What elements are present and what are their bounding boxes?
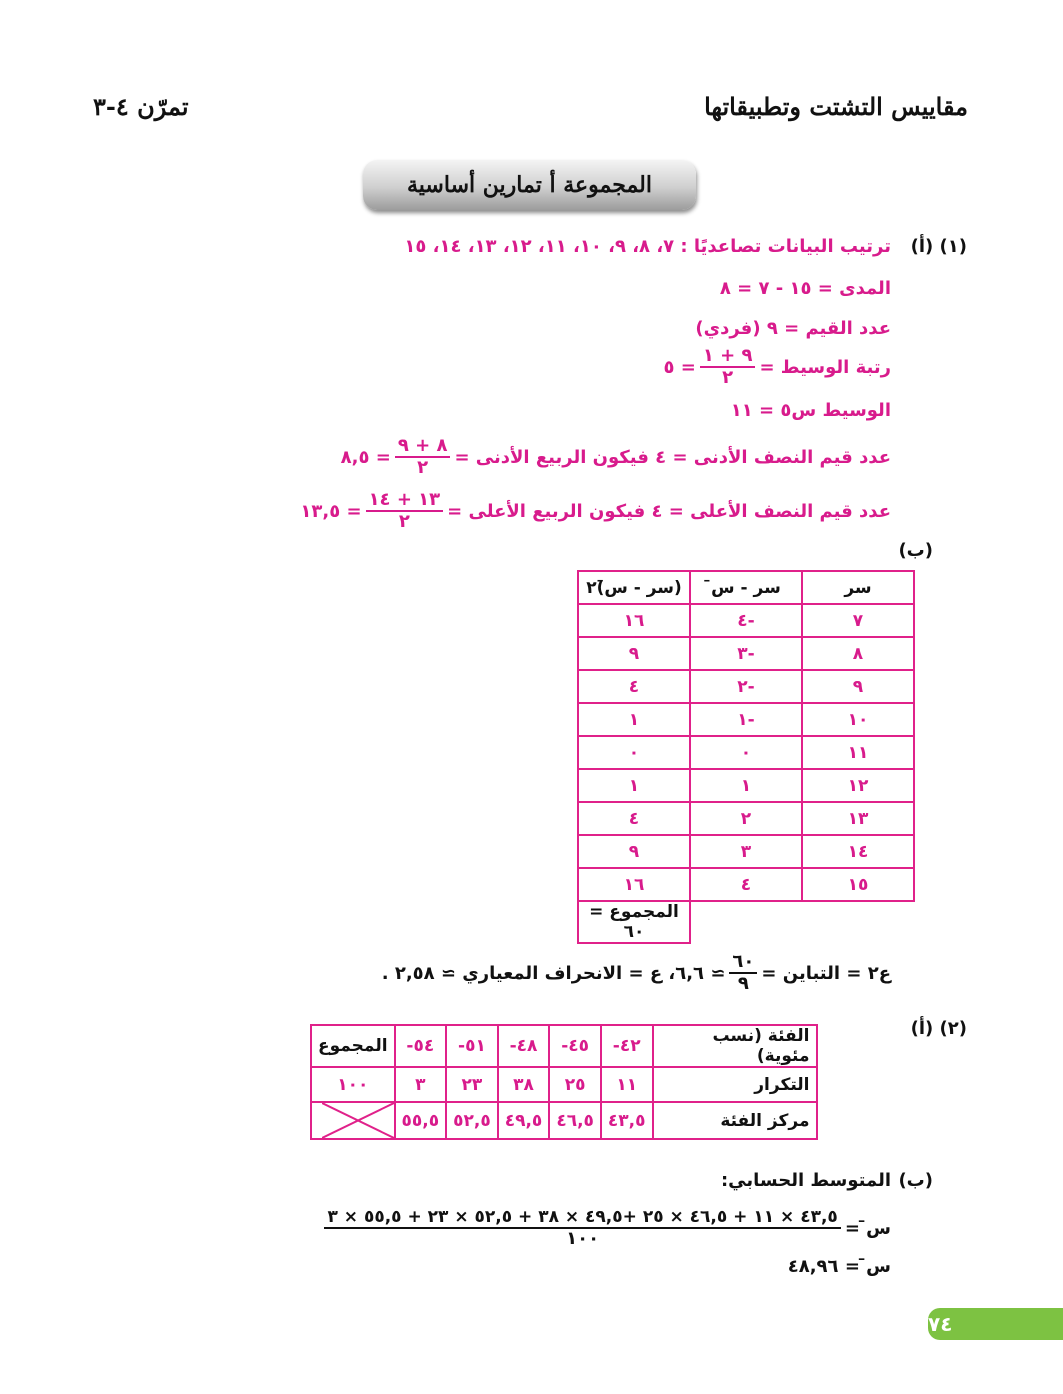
midpoint-label: مركز الفئة	[653, 1102, 817, 1139]
squared-cell: ٤	[578, 802, 690, 835]
x-cell: ١٤	[802, 835, 914, 868]
group-banner-text: المجموعة أ تمارين أساسية	[407, 172, 652, 198]
x-cell: ١٥	[802, 868, 914, 901]
header-squared: (سر - س̄)٢	[578, 571, 690, 604]
deviation-cell: -٢	[690, 670, 802, 703]
squared-cell: ٩	[578, 637, 690, 670]
frequency-label: التكرار	[653, 1067, 817, 1102]
lower-fraction	[395, 436, 451, 478]
q1-b-label: (ب)	[898, 540, 933, 561]
table-row	[578, 868, 914, 901]
variance-num: ٦٠	[729, 952, 757, 974]
class-cell: ٤٥-	[549, 1025, 601, 1067]
frequency-cell: ٣	[395, 1067, 447, 1102]
variance-fraction	[729, 952, 757, 994]
class-cell: ٤٨-	[498, 1025, 550, 1067]
mean-title: المتوسط الحسابي:	[720, 1170, 891, 1191]
squared-cell: ١	[578, 769, 690, 802]
midpoint-cell: ٥٥,٥	[395, 1102, 447, 1139]
squared-cell: ٩	[578, 835, 690, 868]
midpoint-cell: ٥٢,٥	[446, 1102, 498, 1139]
header-deviation: سر - س̄	[690, 571, 802, 604]
lower-num: ٨ + ٩	[395, 436, 451, 458]
median-rank-prefix: رتبة الوسيط =	[759, 356, 891, 378]
deviation-cell: -٤	[690, 604, 802, 637]
deviation-cell: ٢	[690, 802, 802, 835]
midpoint-cell: ٤٦,٥	[549, 1102, 601, 1139]
lower-suffix: = ٨,٥	[340, 446, 391, 468]
frequency-total: ١٠٠	[311, 1067, 395, 1102]
midpoint-cell: ٤٩,٥	[498, 1102, 550, 1139]
upper-suffix: = ١٣,٥	[300, 500, 362, 522]
header-x: سر	[802, 571, 914, 604]
x-cell: ٩	[802, 670, 914, 703]
q1-label: (١) (أ)	[910, 236, 967, 257]
empty-cell	[802, 901, 914, 943]
squared-cell: ٠	[578, 736, 690, 769]
mean-lhs: س̄ =	[844, 1217, 891, 1239]
x-cell: ١٢	[802, 769, 914, 802]
frequency-cell: ٣٨	[498, 1067, 550, 1102]
x-cell: ١٠	[802, 703, 914, 736]
total-cell: المجموع = ٦٠	[578, 901, 690, 943]
squared-cell: ١٦	[578, 604, 690, 637]
group-banner	[363, 160, 696, 210]
table-row	[578, 670, 914, 703]
upper-den: ٢	[398, 511, 410, 532]
squared-cell: ١	[578, 703, 690, 736]
midpoint-row	[311, 1102, 817, 1139]
q1-ordering: ترتيب البيانات تصاعديًا : ٧، ٨، ٩، ١٠، ١١، ١٢، ١٣، ١٤، ١٥	[404, 236, 891, 257]
deviation-cell: ٣	[690, 835, 802, 868]
frequency-row	[311, 1067, 817, 1102]
total-row	[578, 901, 914, 943]
frequency-cell: ٢٥	[549, 1067, 601, 1102]
deviation-cell: ٠	[690, 736, 802, 769]
lower-den: ٢	[417, 457, 429, 478]
median-rank-suffix: = ٥	[663, 356, 696, 378]
variance-den: ٩	[737, 973, 749, 994]
page-number: ٧٤	[928, 1312, 953, 1336]
table-row	[578, 769, 914, 802]
frequency-cell: ١١	[601, 1067, 653, 1102]
class-cell: ٤٢-	[601, 1025, 653, 1067]
mean-result: س̄ = ٤٨,٩٦	[787, 1256, 891, 1277]
x-cell: ١١	[802, 736, 914, 769]
squared-cell: ١٦	[578, 868, 690, 901]
q1-range: المدى = ١٥ - ٧ = ٨	[719, 278, 891, 299]
mean-num: ٤٣,٥ × ١١ + ٤٦,٥ × ٢٥ +٤٩,٥ × ٣٨ + ٥٢,٥ × ٢٣ + ٥٥,٥ × ٣	[324, 1207, 840, 1229]
variance-line	[382, 952, 891, 994]
midpoint-cell: ٤٣,٥	[601, 1102, 653, 1139]
q2-b-label: (ب)	[898, 1170, 933, 1191]
deviation-cell: -١	[690, 703, 802, 736]
upper-num: ١٣ + ١٤	[366, 490, 444, 512]
table-row	[578, 703, 914, 736]
table-row	[578, 604, 914, 637]
q2-label: (٢) (أ)	[910, 1018, 967, 1039]
class-label: الفئة (نسب مئوية)	[653, 1025, 817, 1067]
x-cell: ١٣	[802, 802, 914, 835]
cross-mark-icon	[322, 1103, 394, 1138]
total-header: المجموع	[311, 1025, 395, 1067]
mean-formula	[320, 1207, 891, 1249]
x-cell: ٨	[802, 637, 914, 670]
class-cell: ٥١-	[446, 1025, 498, 1067]
class-row	[311, 1025, 817, 1067]
crossed-cell	[311, 1102, 395, 1139]
empty-cell	[690, 901, 802, 943]
lower-prefix: عدد قيم النصف الأدنى = ٤ فيكون الربيع الأدنى =	[454, 446, 891, 468]
page-number-tab	[928, 1308, 1063, 1340]
table-row	[578, 835, 914, 868]
median-rank-den: ٢	[722, 367, 734, 388]
frequency-table	[310, 1024, 818, 1140]
mean-den: ١٠٠	[566, 1228, 600, 1249]
q1-count: عدد القيم = ٩ (فردي)	[695, 318, 891, 339]
deviation-cell: ١	[690, 769, 802, 802]
table-row	[578, 802, 914, 835]
table-header-row	[578, 571, 914, 604]
table-row	[578, 736, 914, 769]
chapter-title: مقاييس التشتت وتطبيقاتها	[704, 92, 968, 121]
squared-cell: ٤	[578, 670, 690, 703]
upper-prefix: عدد قيم النصف الأعلى = ٤ فيكون الربيع الأعلى =	[447, 500, 891, 522]
table-row	[578, 637, 914, 670]
x-cell: ٧	[802, 604, 914, 637]
upper-fraction	[366, 490, 444, 532]
deviation-cell: -٣	[690, 637, 802, 670]
variance-prefix: ع٢ = التباين =	[761, 962, 891, 984]
frequency-cell: ٢٣	[446, 1067, 498, 1102]
q1-upper-quartile	[300, 490, 891, 532]
class-cell: ٥٤-	[395, 1025, 447, 1067]
mean-fraction	[324, 1207, 840, 1249]
exercise-title: تمرّن ٤-٣	[93, 92, 189, 121]
q1-lower-quartile	[341, 436, 891, 478]
deviation-table	[577, 570, 915, 944]
variance-suffix: ≃ ٦,٦، ع = الانحراف المعياري ≃ ٢,٥٨ .	[381, 962, 726, 984]
q1-median-rank	[663, 346, 891, 388]
deviation-cell: ٤	[690, 868, 802, 901]
median-rank-num: ٩ + ١	[700, 346, 756, 368]
q1-median: الوسيط س٥ = ١١	[730, 400, 891, 421]
median-rank-fraction	[700, 346, 756, 388]
